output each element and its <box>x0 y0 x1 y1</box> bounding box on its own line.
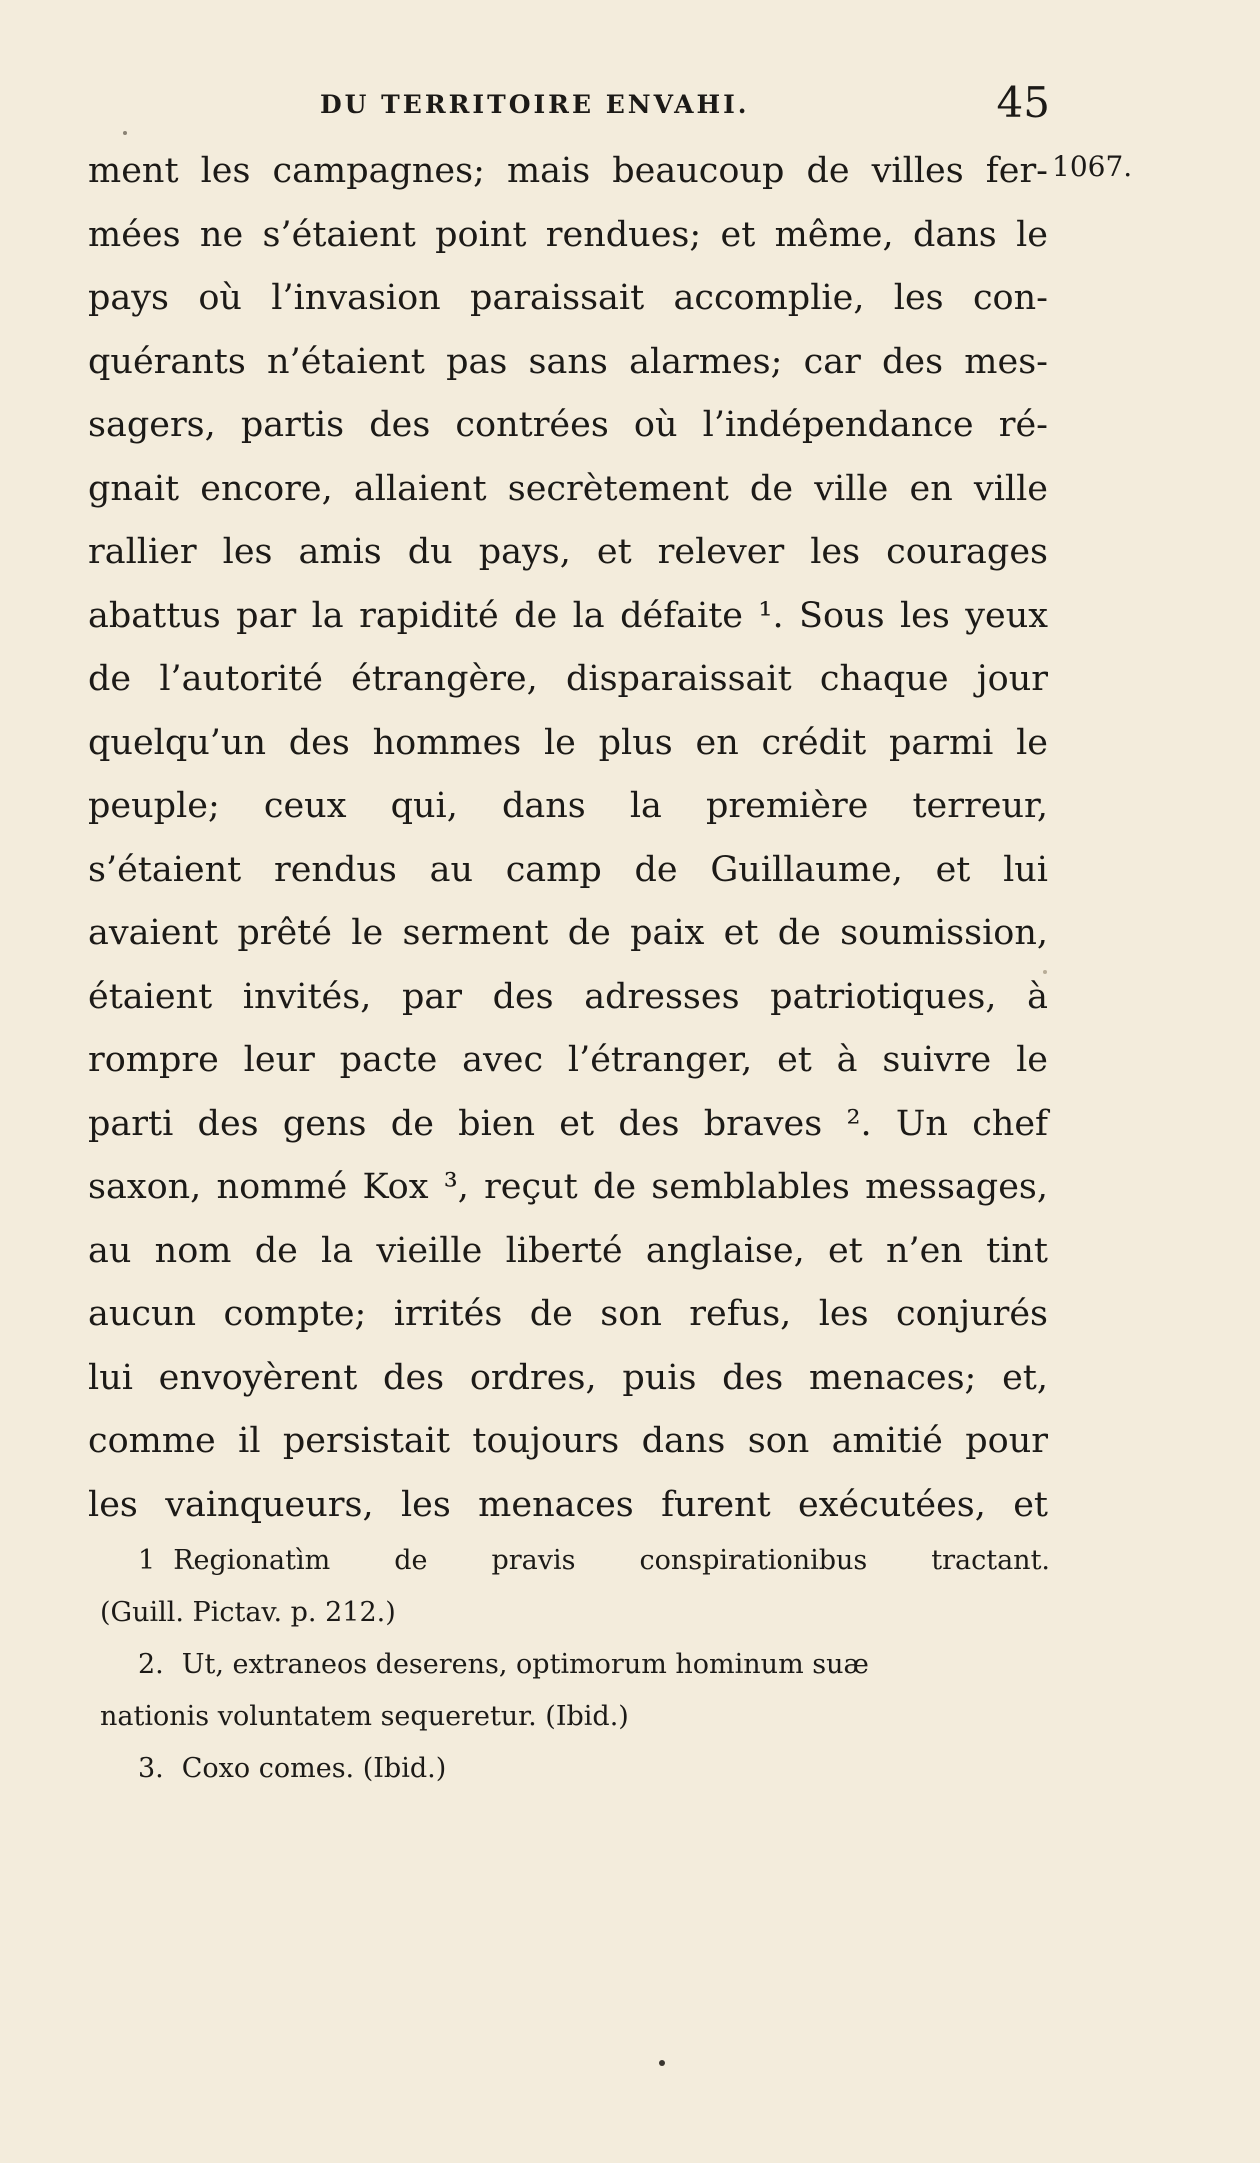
text-line: les vainqueurs, les menaces furent exécutées, et <box>88 1484 1048 1525</box>
footnote-text: Regionatìm de pravis conspirationibus tractant. <box>173 1545 1050 1576</box>
body-text <box>88 140 1048 1537</box>
text-line: lui envoyèrent des ordres, puis des menaces; et, <box>88 1357 1048 1398</box>
page-number: 45 <box>996 78 1050 127</box>
footnotes <box>100 1535 1050 1795</box>
footnote-text: Coxo comes. (Ibid.) <box>181 1753 447 1784</box>
footnote-2-continuation: nationis voluntatem sequeretur. (Ibid.) <box>100 1701 629 1732</box>
text-line: mées ne s’étaient point rendues; et même, dans le <box>88 214 1048 255</box>
text-line: avaient prêté le serment de paix et de soumission, <box>88 913 1048 953</box>
page-header <box>320 78 1050 138</box>
text-line: comme il persistait toujours dans son amitié pour <box>88 1421 1048 1461</box>
text-line: peuple; ceux qui, dans la première terreur, <box>88 786 1048 826</box>
text-line: rallier les amis du pays, et relever les courages <box>88 532 1048 572</box>
text-line: étaient invités, par des adresses patriotiques, à <box>88 976 1048 1017</box>
running-title: DU TERRITOIRE ENVAHI. <box>320 90 750 119</box>
footnote-number: 1 <box>138 1545 156 1576</box>
text-line: aucun compte; irrités de son refus, les conjurés <box>88 1294 1048 1334</box>
footnote-text: Ut, extraneos deserens, optimorum hominum suæ <box>181 1649 869 1680</box>
ink-speck <box>123 131 127 135</box>
text-line: de l’autorité étrangère, disparaissait chaque jour <box>88 659 1048 699</box>
footnote-3 <box>100 1743 1050 1795</box>
text-line: gnait encore, allaient secrètement de ville en ville <box>88 468 1048 509</box>
footnote-1 <box>100 1535 1050 1587</box>
footnote-number: 2. <box>138 1649 164 1680</box>
text-line: pays où l’invasion paraissait accomplie, les con- <box>88 278 1048 318</box>
text-line: parti des gens de bien et des braves ². Un chef <box>88 1103 1048 1144</box>
text-line: quérants n’étaient pas sans alarmes; car des mes- <box>88 341 1048 382</box>
footnote-1-continuation: (Guill. Pictav. p. 212.) <box>100 1597 396 1628</box>
text-line: au nom de la vieille liberté anglaise, et n’en tint <box>88 1230 1048 1271</box>
text-line: abattus par la rapidité de la défaite ¹. Sous les yeux <box>88 595 1048 636</box>
ink-speck <box>659 2060 665 2066</box>
margin-date-note: 1067. <box>1052 150 1133 183</box>
footnote-number: 3. <box>138 1753 164 1784</box>
text-line: rompre leur pacte avec l’étranger, et à suivre le <box>88 1040 1048 1080</box>
text-line: s’étaient rendus au camp de Guillaume, et lui <box>88 849 1048 890</box>
text-line: sagers, partis des contrées où l’indépendance ré- <box>88 405 1048 445</box>
footnote-2 <box>100 1639 1050 1691</box>
text-line: quelqu’un des hommes le plus en crédit parmi le <box>88 722 1048 763</box>
text-line: ment les campagnes; mais beaucoup de villes fer- <box>88 151 1048 191</box>
text-line: saxon, nommé Kox ³, reçut de semblables messages, <box>88 1167 1048 1207</box>
